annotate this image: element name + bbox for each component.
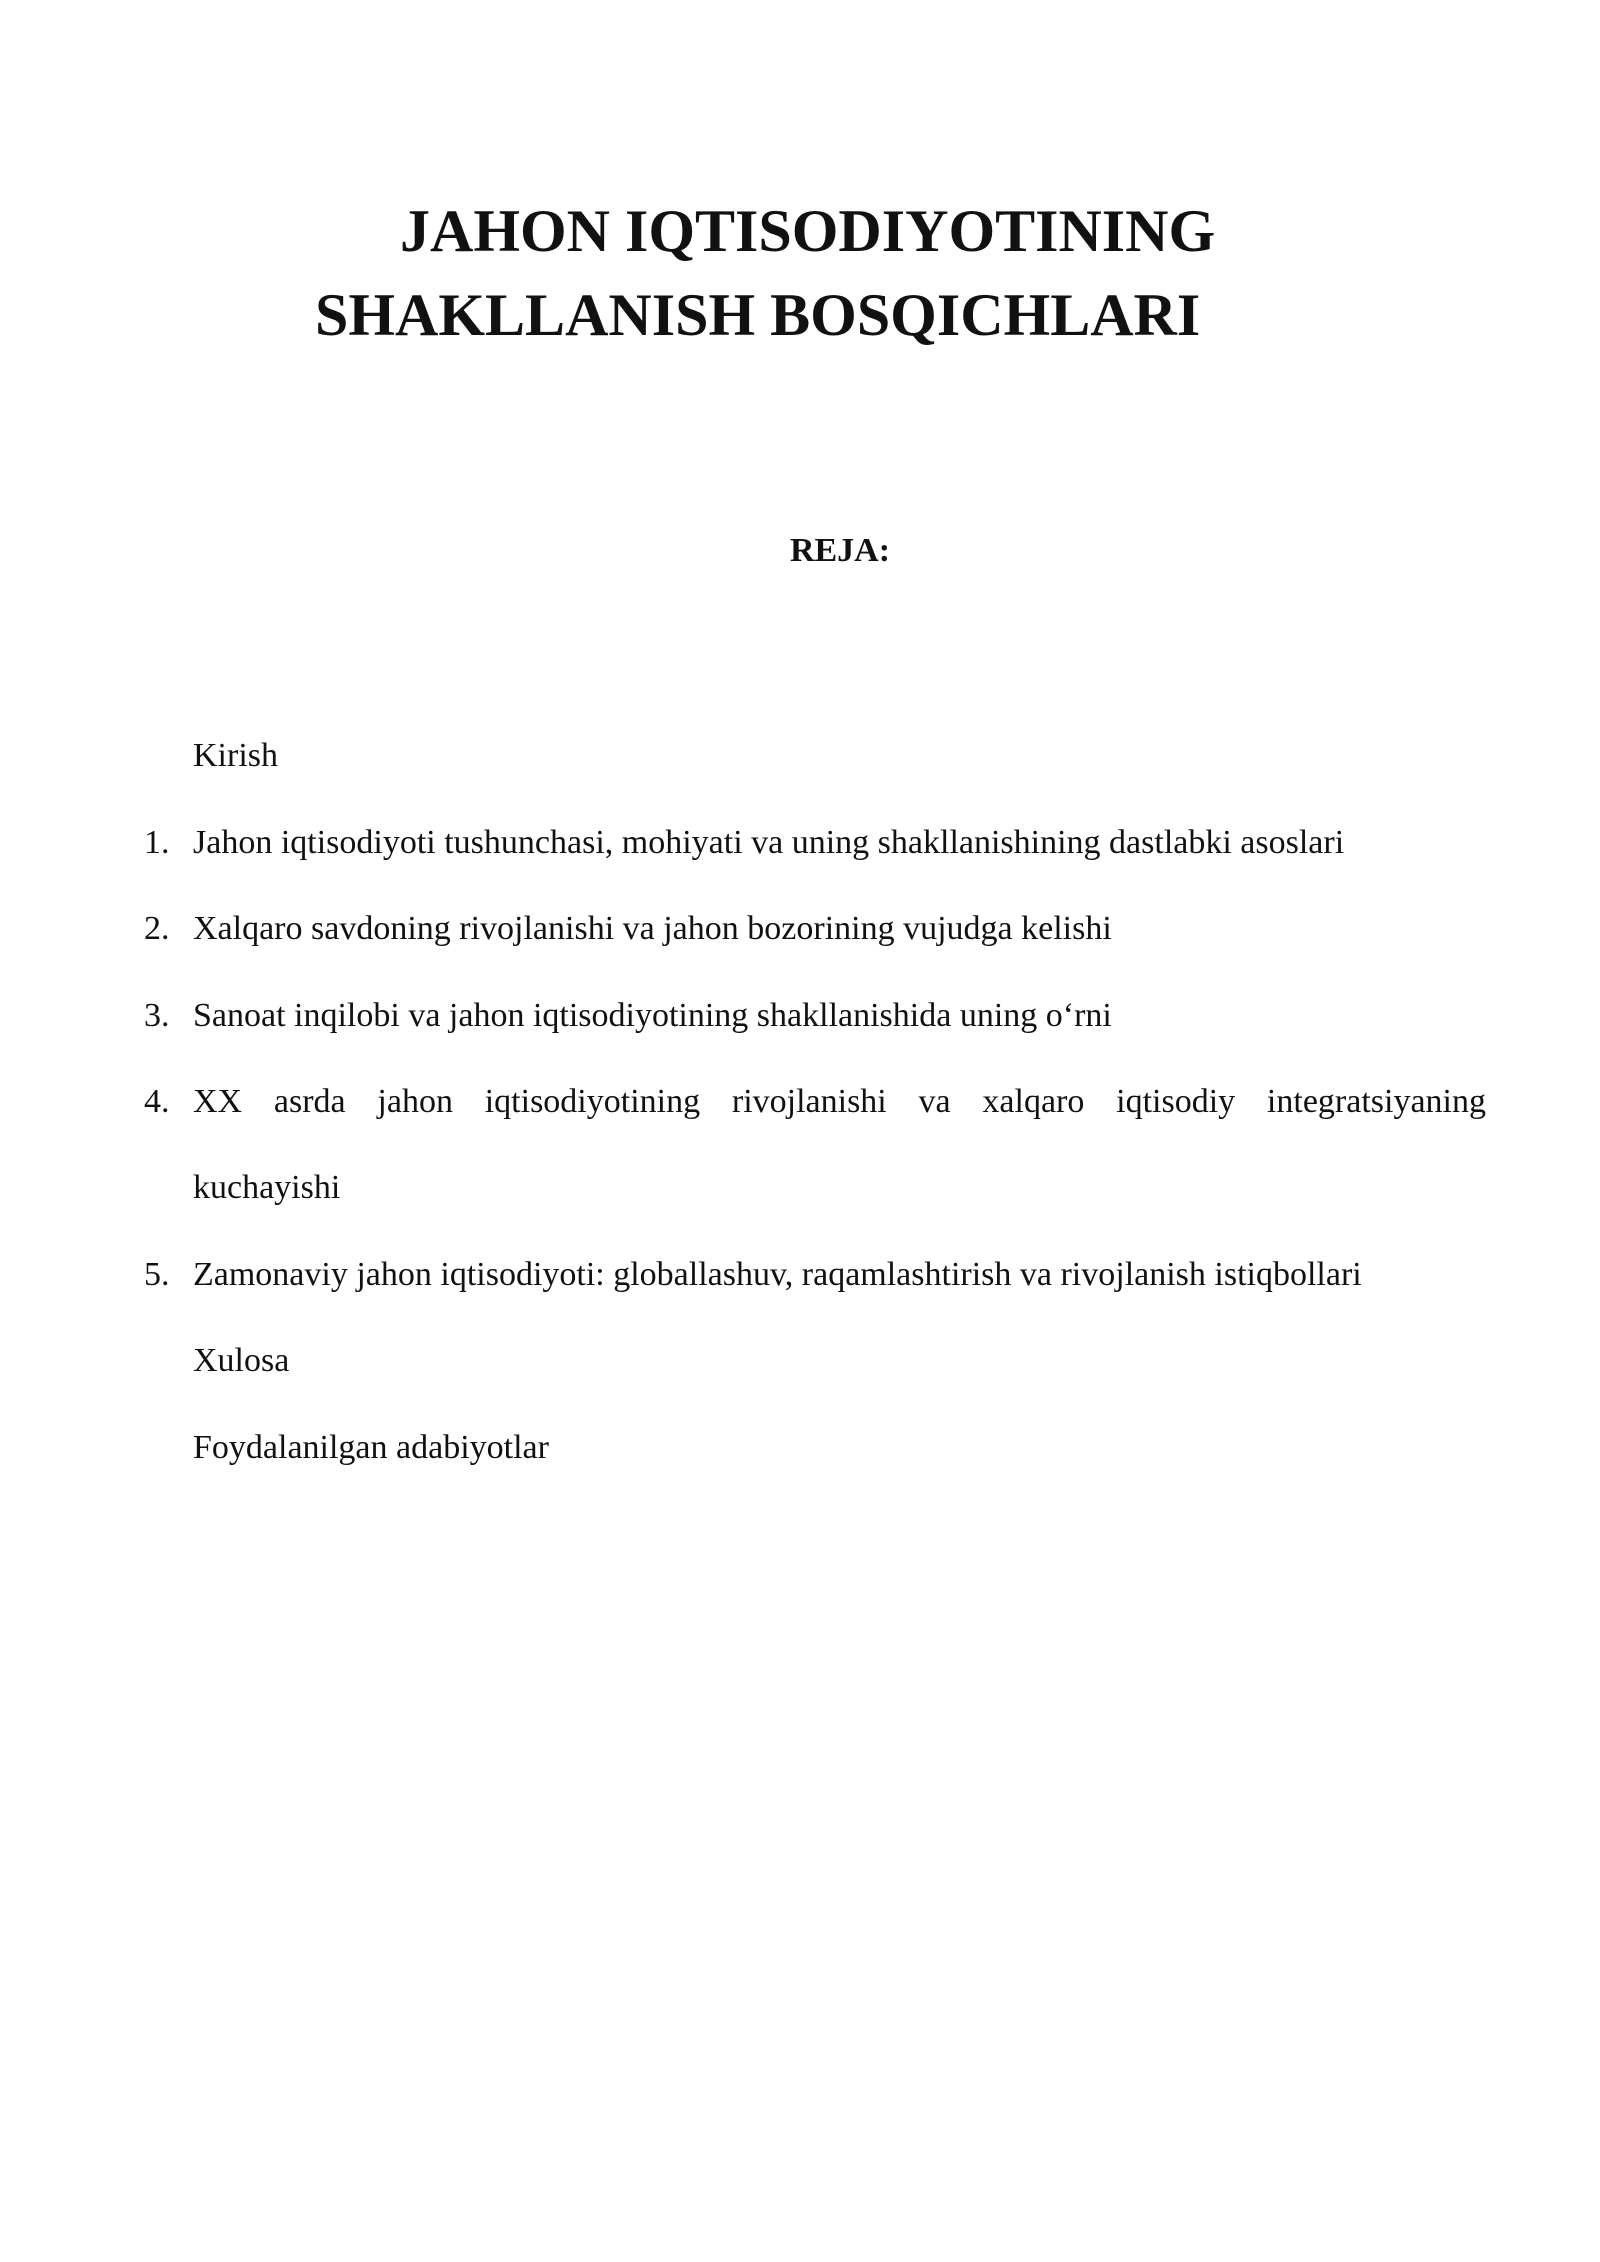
plan-item-text: Sanoat inqilobi va jahon iqtisodiyotining shakllanishida uning o‘rni	[193, 997, 1112, 1034]
plan-item-number: 3.	[144, 997, 170, 1034]
plan-references: Foydalanilgan adabiyotlar	[193, 1429, 549, 1466]
plan-intro: Kirish	[193, 737, 278, 774]
plan-item-2	[144, 910, 1112, 947]
plan-item-text: Xalqaro savdoning rivojlanishi va jahon bozorining vujudga kelishi	[193, 910, 1112, 947]
plan-item-number: 2.	[144, 910, 170, 947]
document-title-line-2: SHAKLLANISH BOSQICHLARI	[315, 282, 1201, 348]
plan-conclusion: Xulosa	[193, 1342, 290, 1379]
plan-item-4	[144, 1083, 1486, 1120]
document-title-line-1: JAHON IQTISODIYOTINING	[400, 198, 1216, 264]
plan-item-3	[144, 997, 1112, 1034]
plan-item-number: 4.	[144, 1083, 170, 1120]
plan-item-1	[144, 824, 1345, 861]
plan-item-text: Zamonaviy jahon iqtisodiyoti: globallashuv, raqamlashtirish va rivojlanish istiqbollari	[193, 1256, 1362, 1293]
plan-item-text: Jahon iqtisodiyoti tushunchasi, mohiyati va uning shakllanishining dastlabki asoslari	[193, 824, 1345, 861]
plan-item-number: 1.	[144, 824, 170, 861]
plan-item-text: XX asrda jahon iqtisodiyotining rivojlanishi va xalqaro iqtisodiy integratsiyaning	[193, 1083, 1486, 1120]
plan-item-number: 5.	[144, 1256, 170, 1293]
plan-item-4-continuation: kuchayishi	[193, 1169, 341, 1206]
plan-heading: REJA:	[789, 532, 891, 569]
plan-item-5	[144, 1256, 1362, 1293]
